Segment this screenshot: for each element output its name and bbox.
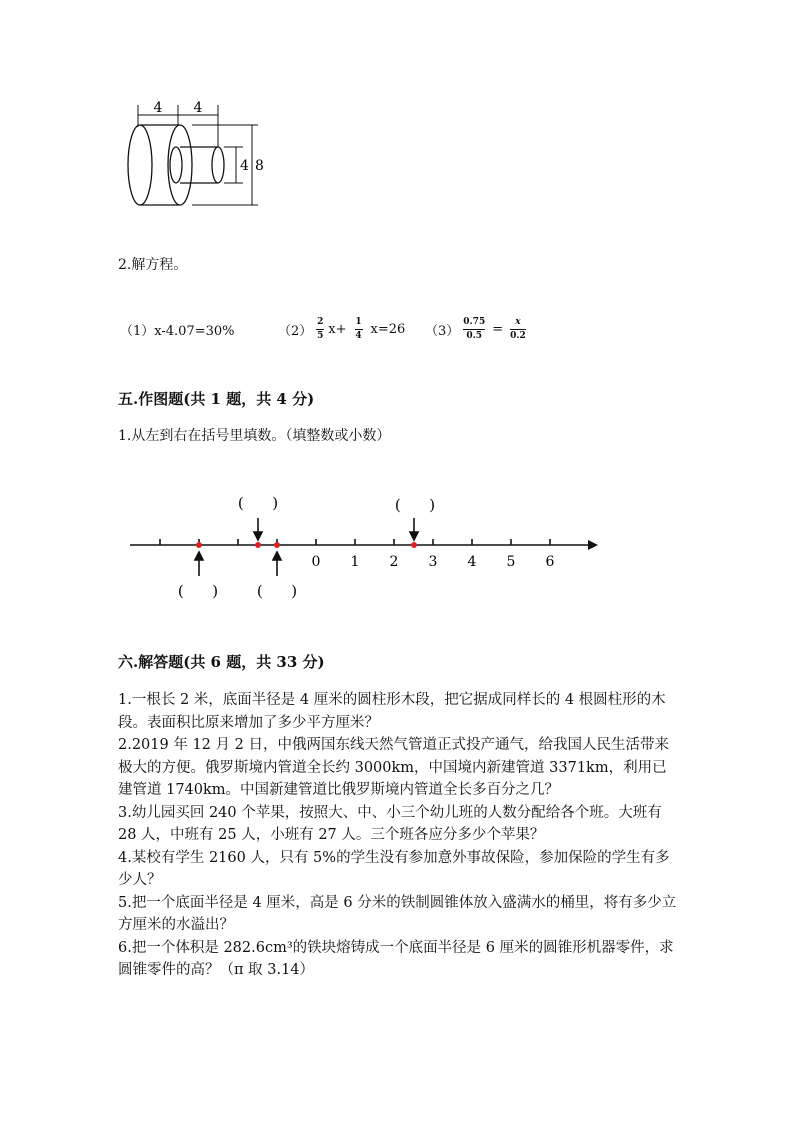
fraction-numerator: 0.75 [463, 316, 486, 327]
dim-inner-label: 4 [240, 158, 249, 174]
equals-sign: = [492, 321, 504, 337]
arrow-down-icon [254, 532, 262, 540]
section-5-question: 1.从左到右在括号里填数。（填整数或小数） [118, 428, 391, 444]
list-item: 4.某校有学生 2160 人，只有 5%的学生没有参加意外事故保险，参加保险的学生有多少人？ [118, 849, 670, 888]
fraction-numerator: x [515, 316, 521, 327]
dim-outer-label: 8 [255, 158, 264, 174]
section-6-heading: 六.解答题(共 6 题，共 33 分) [118, 653, 325, 671]
point-c [274, 542, 280, 548]
bracket-bottom-2: ( ) [256, 582, 298, 600]
tick-label-5: 5 [506, 554, 516, 570]
number-line [128, 490, 608, 610]
point-d [411, 542, 417, 548]
bracket-bottom-1: ( ) [177, 582, 219, 600]
equation-1-text: （1）x-4.07=30% [120, 323, 235, 339]
arrow-up-icon [273, 552, 281, 560]
equation-3-fraction-1 [463, 317, 485, 342]
tick-label-1: 1 [350, 554, 360, 570]
point-b [255, 542, 261, 548]
arrow-up-icon [195, 552, 203, 560]
equation-1 [120, 317, 235, 341]
tick-label-0: 0 [311, 554, 321, 570]
equation-2-fraction-1 [316, 317, 324, 342]
equation-3 [425, 313, 530, 345]
list-item: 6.把一个体积是 282.6cm³的铁块熔铸成一个底面半径是 6 厘米的圆锥形机器零件，求圆锥零件的高？（π 取 3.14） [118, 939, 674, 978]
arrow-down-icon [410, 532, 418, 540]
dim-top-right-label: 4 [193, 100, 203, 116]
point-a [196, 542, 202, 548]
equation-3-prefix: （3） [425, 323, 460, 339]
bracket-top-1: ( ) [237, 494, 279, 512]
tick-label-3: 3 [428, 554, 438, 570]
section-5-heading: 五.作图题(共 1 题，共 4 分) [118, 390, 315, 408]
bracket-top-2: ( ) [394, 496, 436, 514]
equations-title: 2.解方程。 [118, 257, 188, 273]
equation-2-mid: x+ [328, 321, 347, 337]
fraction-denominator: 0.2 [510, 330, 526, 341]
tick-label-2: 2 [389, 554, 399, 570]
equation-2-suffix: x=26 [370, 321, 406, 337]
list-item: 1.一根长 2 米，底面半径是 4 厘米的圆柱形木段，把它据成同样长的 4 根圆柱形的木段。表面积比原来增加了多少平方厘米？ [118, 692, 666, 731]
fraction-numerator: 1 [355, 316, 362, 327]
equation-2-fraction-2 [355, 317, 363, 342]
fraction-numerator: 2 [317, 316, 324, 327]
dim-top-left-label: 4 [153, 100, 163, 116]
equation-2 [278, 313, 405, 345]
tick-marks [160, 539, 550, 545]
tick-label-6: 6 [545, 554, 555, 570]
problem-list [118, 689, 678, 982]
list-item: 2.2019 年 12 月 2 日，中俄两国东线天然气管道正式投产通气，给我国人民生活带来极大的方便。俄罗斯境内管道全长约 3000km，中国境内新建管道 3371km，利用已建管道 1740km。中国新建管道比俄罗斯境内管道全长多百分之几？ [118, 737, 669, 798]
tick-label-4: 4 [467, 554, 477, 570]
list-item: 5.把一个底面半径是 4 厘米，高是 6 分米的铁制圆锥体放入盛满水的桶里，将有多少立方厘米的水溢出？ [118, 894, 677, 933]
list-item: 3.幼儿园买回 240 个苹果，按照大、中、小三个幼儿班的人数分配给各个班。大班有 28 人，中班有 25 人，小班有 27 人。三个班各应分多少个苹果？ [118, 804, 662, 843]
equation-3-fraction-2 [510, 317, 526, 342]
fraction-denominator: 0.5 [466, 330, 483, 341]
fraction-denominator: 4 [355, 330, 362, 341]
cylinder-figure [118, 95, 268, 215]
fraction-denominator: 5 [317, 330, 324, 341]
equation-2-prefix: （2） [278, 323, 313, 339]
arrow-head-icon [588, 540, 598, 550]
